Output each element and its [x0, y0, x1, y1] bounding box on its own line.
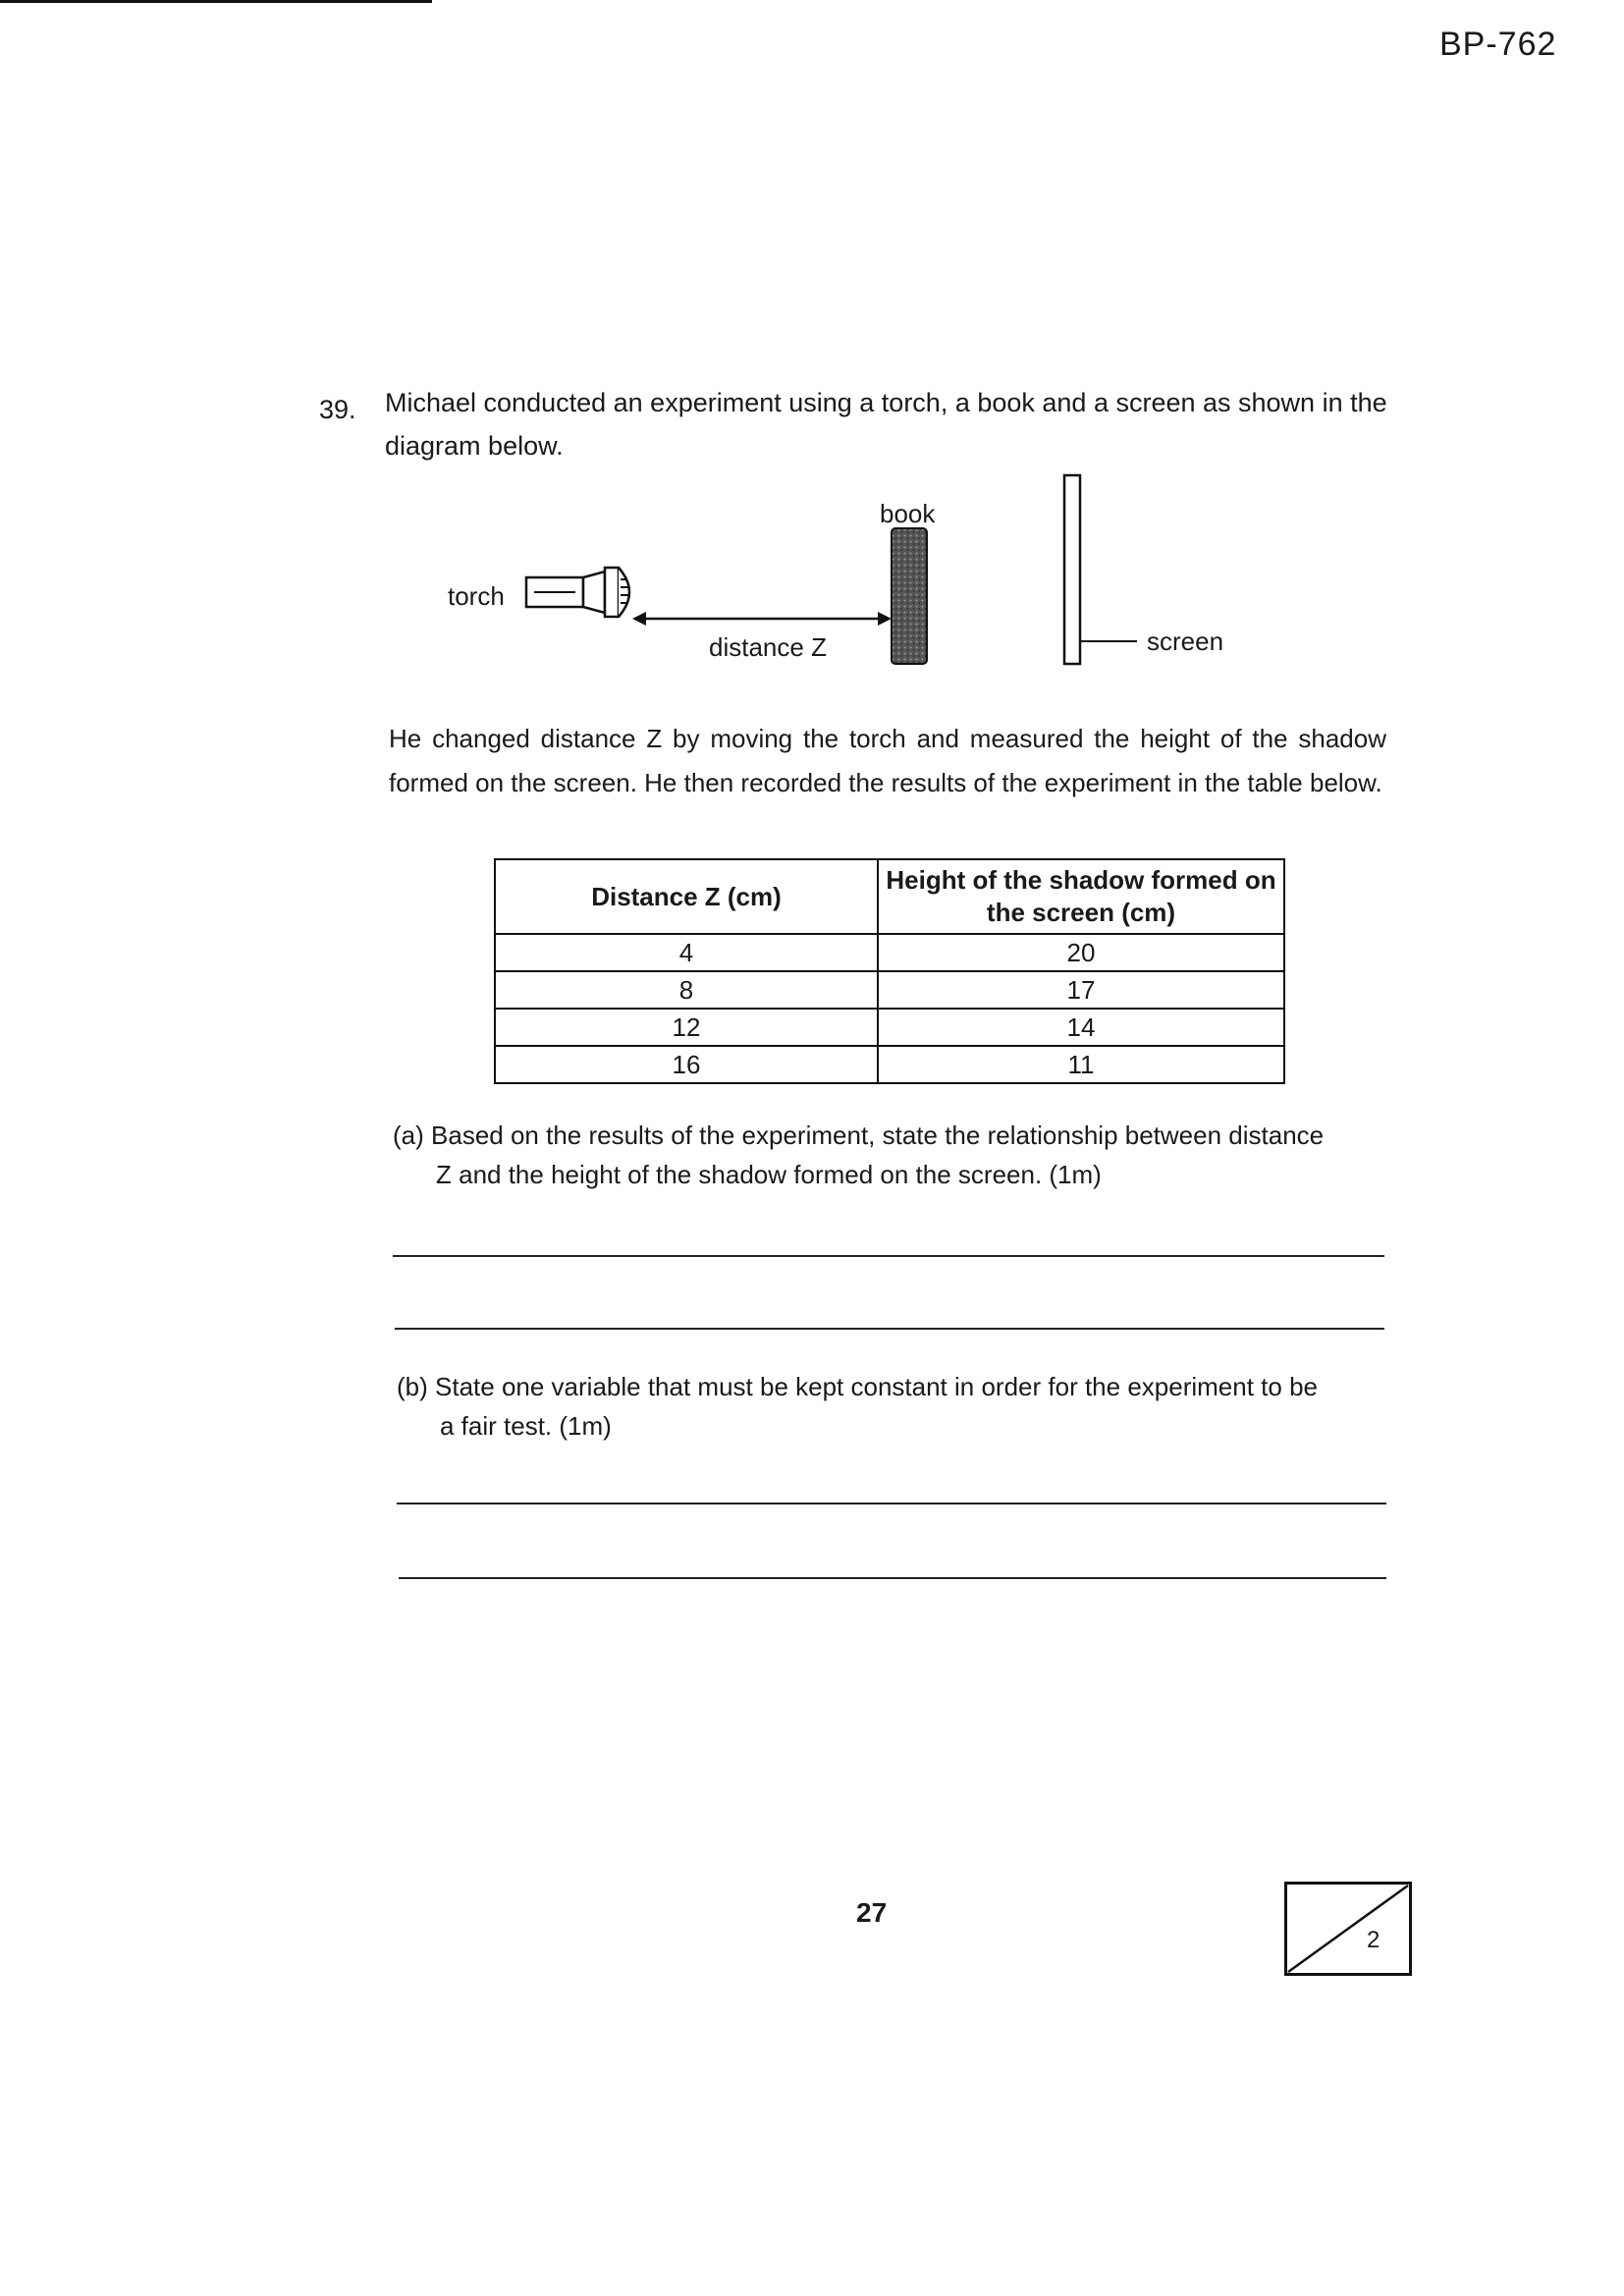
table-row — [495, 1009, 1284, 1046]
total-marks: 2 — [1367, 1927, 1380, 1953]
marks-box — [1284, 1882, 1412, 1976]
screen-label: screen — [1147, 627, 1224, 656]
screen-icon — [1064, 475, 1137, 664]
page-number: 27 — [856, 1897, 888, 1928]
cell-height: 20 — [878, 934, 1284, 971]
part-b-label: (b) — [397, 1372, 428, 1401]
header-distance: Distance Z (cm) — [495, 859, 878, 934]
torch-label: torch — [448, 581, 505, 611]
top-rule — [0, 0, 432, 3]
cell-distance: 16 — [495, 1046, 878, 1083]
answer-line-a2[interactable] — [395, 1328, 1384, 1330]
results-table — [494, 858, 1285, 1084]
cell-height: 14 — [878, 1009, 1284, 1046]
part-b-line2: a fair test. (1m) — [440, 1411, 612, 1441]
experiment-diagram — [432, 469, 1316, 685]
cell-height: 17 — [878, 971, 1284, 1009]
part-a-line2: Z and the height of the shadow formed on the screen. (1m) — [436, 1160, 1102, 1189]
cell-distance: 8 — [495, 971, 878, 1009]
instructions-paragraph: He changed distance Z by moving the torch and measured the height of the shadow formed on the screen. He then recorded the results of the experiment in the table below. — [389, 724, 1386, 797]
distance-label: distance Z — [709, 632, 827, 662]
table-row — [495, 934, 1284, 971]
distance-arrow — [632, 612, 892, 626]
book-icon — [892, 528, 927, 664]
header-shadow-height: Height of the shadow formed on the screen (cm) — [878, 859, 1284, 934]
table-row — [495, 1046, 1284, 1083]
paper-code: BP-762 — [1439, 26, 1557, 63]
answer-line-a1[interactable] — [393, 1255, 1384, 1257]
book-label: book — [880, 499, 936, 528]
part-b-question — [397, 1367, 1408, 1446]
cell-distance: 12 — [495, 1009, 878, 1046]
answer-line-b1[interactable] — [397, 1503, 1386, 1504]
part-a-question — [393, 1116, 1404, 1194]
cell-distance: 4 — [495, 934, 878, 971]
table-row — [495, 971, 1284, 1009]
part-a-line1: Based on the results of the experiment, state the relationship between distance — [431, 1121, 1325, 1150]
torch-icon — [526, 568, 629, 617]
table-header-row — [495, 859, 1284, 934]
question-text: Michael conducted an experiment using a torch, a book and a screen as shown in the diagram below. — [385, 388, 1387, 461]
part-a-label: (a) — [393, 1121, 424, 1150]
part-b-line1: State one variable that must be kept constant in order for the experiment to be — [435, 1372, 1318, 1401]
cell-height: 11 — [878, 1046, 1284, 1083]
answer-line-b2[interactable] — [399, 1577, 1386, 1579]
question-number: 39. — [319, 395, 356, 424]
